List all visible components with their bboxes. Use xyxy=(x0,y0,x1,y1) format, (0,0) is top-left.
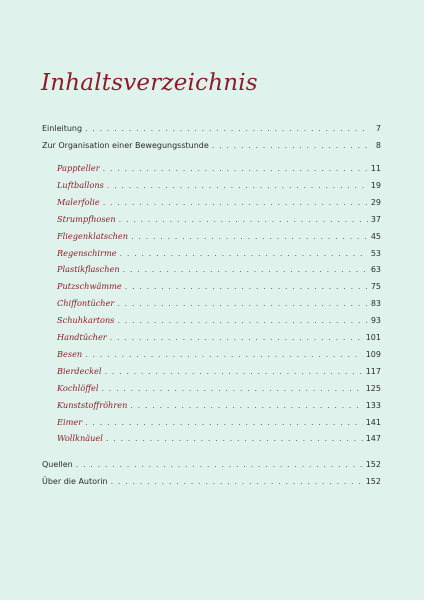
toc-entry[interactable] xyxy=(57,263,381,275)
toc-entry-page-number: 45 xyxy=(370,231,381,241)
toc-entry[interactable] xyxy=(42,123,381,135)
toc-entry-page-number: 93 xyxy=(370,316,381,326)
toc-entry[interactable] xyxy=(57,179,381,191)
toc-entry-label: Handtücher xyxy=(57,332,107,342)
dot-leader xyxy=(106,433,363,445)
toc-entry[interactable] xyxy=(57,348,381,360)
dot-leader xyxy=(105,366,363,378)
toc-entry-page-number: 63 xyxy=(370,265,381,275)
toc-entry-label: Putzschwämme xyxy=(57,281,122,292)
toc-entry[interactable] xyxy=(57,230,381,242)
dot-leader xyxy=(120,248,368,260)
toc-entry[interactable] xyxy=(57,297,381,309)
toc-entry[interactable] xyxy=(57,382,381,394)
toc-entry-label: Regenschirme xyxy=(57,247,117,258)
toc-entry-label: Schuhkartons xyxy=(57,315,115,326)
toc-entry-label: Eimer xyxy=(57,416,83,427)
toc-entry-page-number: 141 xyxy=(365,417,381,427)
toc-entry-label: Strumpfhosen xyxy=(57,213,116,224)
toc-entry-label: Bierdeckel xyxy=(57,365,102,376)
toc-entry-page-number: 8 xyxy=(375,141,381,150)
dot-leader xyxy=(117,315,367,327)
toc-entry-page-number: 29 xyxy=(370,197,381,207)
dot-leader xyxy=(119,214,368,226)
dot-leader xyxy=(131,231,368,243)
toc-entry-label: Quellen xyxy=(42,460,73,469)
toc-entry-page-number: 75 xyxy=(370,282,381,292)
toc-entry-label: Malerfolie xyxy=(57,196,100,207)
toc-entry-label: Pappteller xyxy=(57,163,100,173)
toc-entry-page-number: 125 xyxy=(365,383,381,393)
toc-entry[interactable] xyxy=(57,399,381,411)
toc-entry-label: Einleitung xyxy=(42,124,83,133)
dot-leader xyxy=(85,123,368,135)
toc-entry-page-number: 7 xyxy=(375,124,381,133)
toc-entry-label: Besen xyxy=(57,348,83,359)
dot-leader xyxy=(85,417,363,429)
toc-entry[interactable] xyxy=(57,162,381,174)
toc-entry[interactable] xyxy=(57,416,381,428)
toc-entry-label: Wollknäuel xyxy=(57,433,103,444)
toc-entry-page-number: 53 xyxy=(370,248,381,258)
dot-leader xyxy=(76,459,363,471)
toc-entry[interactable] xyxy=(57,280,381,292)
dot-leader xyxy=(212,140,368,152)
toc-entry[interactable] xyxy=(57,213,381,225)
toc-entry[interactable] xyxy=(42,459,381,471)
toc-entry-label: Kunststoffröhren xyxy=(57,399,128,410)
toc-entry-label: Zur Organisation einer Bewegungsstunde xyxy=(42,141,209,150)
toc-entry-page-number: 11 xyxy=(370,164,381,173)
toc-entry[interactable] xyxy=(57,331,381,343)
toc-entry[interactable] xyxy=(42,476,381,488)
toc-entry-page-number: 101 xyxy=(365,333,381,342)
dot-leader xyxy=(110,332,363,344)
toc-entry-page-number: 147 xyxy=(365,434,381,444)
toc-entry-label: Fliegenklatschen xyxy=(57,230,129,241)
toc-entry-label: Luftballons xyxy=(57,179,104,190)
dot-leader xyxy=(130,400,362,412)
dot-leader xyxy=(125,281,368,293)
toc-entry-page-number: 152 xyxy=(365,477,381,486)
dot-leader xyxy=(103,197,368,209)
toc-entry-page-number: 117 xyxy=(365,366,381,376)
dot-leader xyxy=(85,349,363,361)
toc-entry-page-number: 83 xyxy=(370,299,381,309)
toc-entry[interactable] xyxy=(57,365,381,377)
toc-entry-page-number: 152 xyxy=(365,460,381,469)
dot-leader xyxy=(107,180,368,192)
page-title: Inhaltsverzeichnis xyxy=(41,70,258,96)
toc-entry[interactable] xyxy=(57,432,381,444)
toc-entry[interactable] xyxy=(57,314,381,326)
toc-entry-page-number: 19 xyxy=(370,180,381,190)
toc-entry[interactable] xyxy=(57,196,381,208)
toc-entry-label: Chiffontücher xyxy=(57,298,115,309)
toc-entry[interactable] xyxy=(57,247,381,259)
toc-entry[interactable] xyxy=(42,140,381,152)
toc-entry-label: Plastikflaschen xyxy=(57,264,120,275)
toc-entry-page-number: 133 xyxy=(365,400,381,410)
dot-leader xyxy=(111,476,363,488)
toc-entry-label: Kochlöffel xyxy=(57,382,99,393)
dot-leader xyxy=(102,383,363,395)
dot-leader xyxy=(117,298,367,310)
toc-entry-page-number: 37 xyxy=(370,214,381,224)
dot-leader xyxy=(103,163,368,175)
toc-entry-page-number: 109 xyxy=(365,349,381,359)
toc-entry-label: Über die Autorin xyxy=(42,477,108,486)
dot-leader xyxy=(123,264,368,276)
